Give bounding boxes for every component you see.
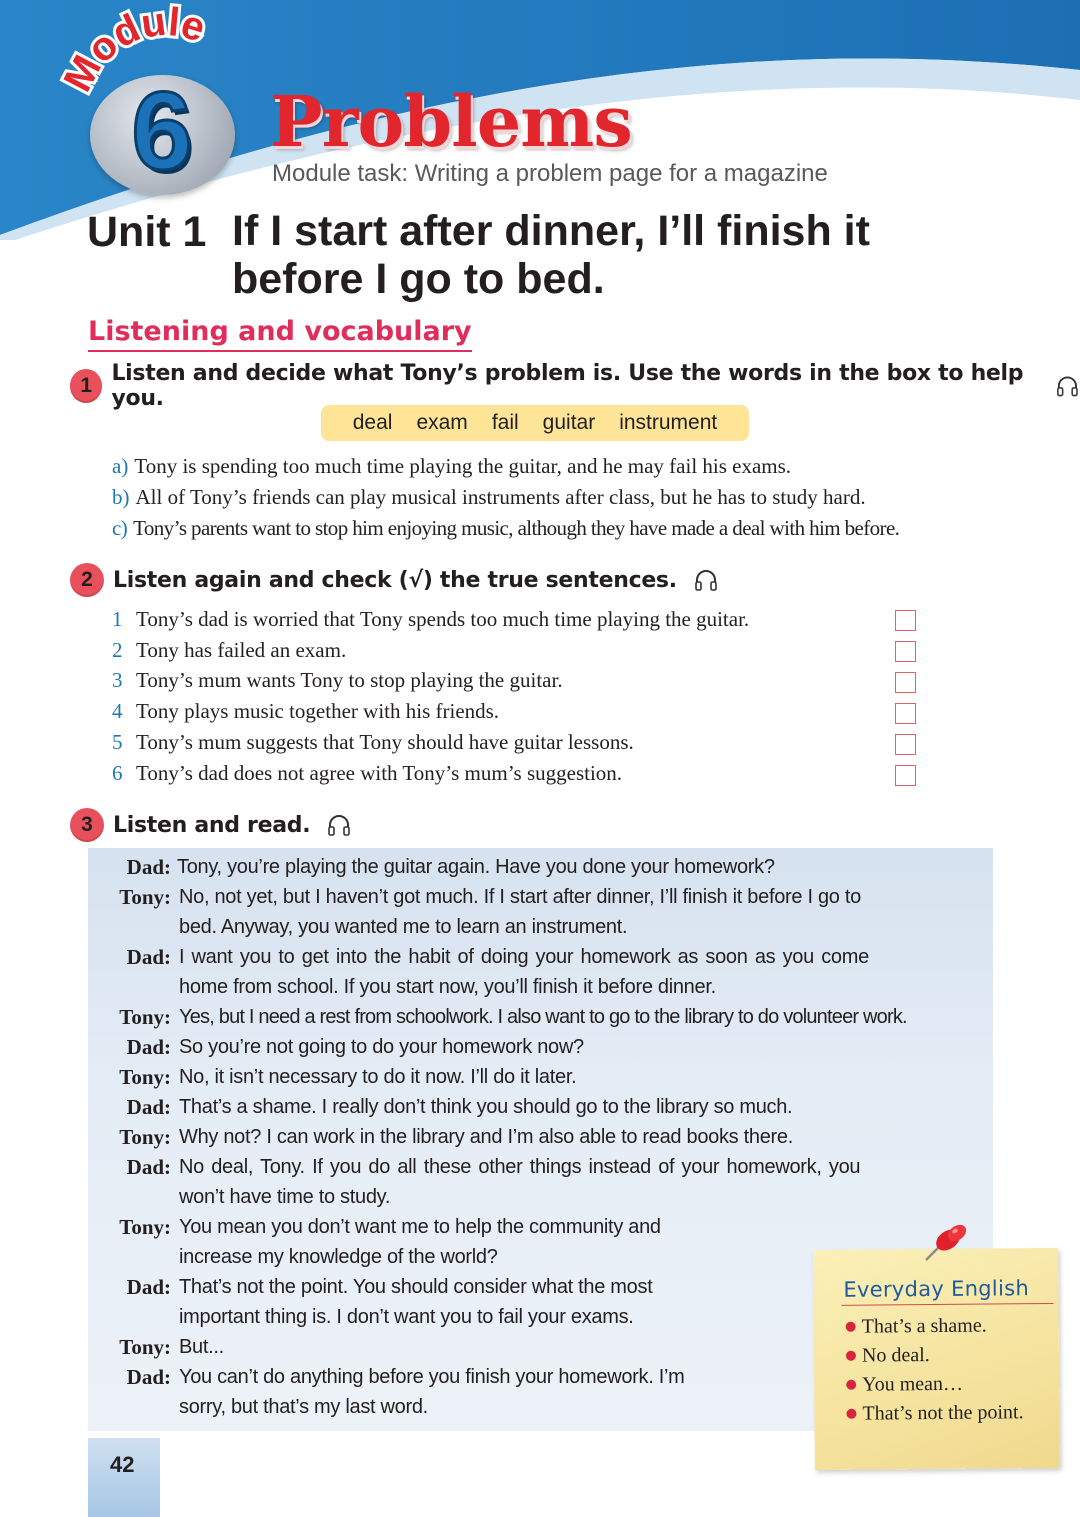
option-letter: a) xyxy=(112,454,129,478)
option-a xyxy=(112,454,791,479)
speaker: Tony: xyxy=(119,1065,171,1089)
unit-title-line2: before I go to bed. xyxy=(232,255,605,303)
note-item: That’s a shame. xyxy=(846,1315,987,1339)
item-text: Tony’s mum wants Tony to stop playing the guitar. xyxy=(136,668,563,692)
line-text: sorry, but that’s my last word. xyxy=(179,1396,428,1418)
item-text: Tony’s mum suggests that Tony should have guitar lessons. xyxy=(136,730,634,754)
check-box[interactable] xyxy=(895,765,916,786)
item-text: Tony has failed an exam. xyxy=(136,638,347,662)
exercise-number: 2 xyxy=(70,563,104,597)
word-box xyxy=(321,405,749,441)
option-text: Tony is spending too much time playing the guitar, and he may fail his exams. xyxy=(134,454,792,478)
exercise-instruction: Listen and decide what Tony’s problem is. Use the words in the box to help you. xyxy=(111,361,1024,411)
speaker: Dad: xyxy=(126,1155,171,1179)
speaker: Tony: xyxy=(119,885,171,909)
unit-title-line1: If I start after dinner, I’ll finish it xyxy=(232,207,870,255)
word-box-item: instrument xyxy=(619,411,718,434)
speaker: Dad: xyxy=(126,1275,171,1299)
speaker: Dad: xyxy=(126,1035,171,1059)
page-number: 42 xyxy=(110,1452,135,1477)
true-false-item xyxy=(112,699,499,724)
unit-label: Unit 1 xyxy=(87,208,207,256)
headphones-icon[interactable] xyxy=(1055,373,1080,399)
option-letter: b) xyxy=(112,485,130,509)
item-number: 6 xyxy=(112,761,123,785)
exercise-1-heading xyxy=(70,361,1080,411)
line-text: increase my knowledge of the world? xyxy=(179,1246,498,1268)
line-text: home from school. If you start now, you’ll finish it before dinner. xyxy=(179,976,716,998)
line-text: You mean you don’t want me to help the community and xyxy=(179,1216,661,1238)
item-text: Tony’s dad does not agree with Tony’s mum’s suggestion. xyxy=(136,761,623,785)
speaker: Dad: xyxy=(126,945,171,969)
item-number: 2 xyxy=(112,638,123,662)
line-text: bed. Anyway, you wanted me to learn an instrument. xyxy=(179,916,628,938)
speaker: Tony: xyxy=(119,1335,171,1359)
everyday-english-note xyxy=(813,1248,1060,1470)
speaker: Dad: xyxy=(126,1365,171,1389)
line-text: You can’t do anything before you finish your homework. I’m xyxy=(179,1366,685,1388)
option-b xyxy=(112,485,866,510)
exercise-number: 3 xyxy=(70,808,104,842)
module-task: Module task: Writing a problem page for a magazine xyxy=(272,160,828,187)
headphones-icon[interactable] xyxy=(693,567,719,593)
line-text: No, not yet, but I haven’t got much. If I start after dinner, I’ll finish it before I go to xyxy=(179,886,861,908)
exercise-2-heading xyxy=(70,563,719,597)
line-text: Tony, you’re playing the guitar again. Have you done your homework? xyxy=(177,856,775,878)
item-number: 3 xyxy=(112,668,123,692)
check-box[interactable] xyxy=(895,672,916,693)
note-divider xyxy=(842,1303,1054,1306)
note-item: That’s not the point. xyxy=(846,1401,1023,1426)
note-title: Everyday English xyxy=(843,1276,1030,1302)
speaker: Dad: xyxy=(126,855,171,879)
line-text: That’s not the point. You should consider what the most xyxy=(179,1276,653,1298)
line-text: Yes, but I need a rest from schoolwork. I also want to go to the library to do volunteer work. xyxy=(179,1006,907,1028)
line-text: No, it isn’t necessary to do it now. I’ll do it later. xyxy=(179,1066,577,1088)
exercise-3-heading xyxy=(70,808,352,842)
section-title: Listening and vocabulary xyxy=(88,314,472,352)
word-box-item: deal xyxy=(352,411,393,434)
speaker: Tony: xyxy=(119,1005,171,1029)
exercise-instruction: Listen again and check (√) the true sentences. xyxy=(113,567,677,593)
word-box-item: fail xyxy=(491,411,519,434)
true-false-item xyxy=(112,668,563,693)
headphones-icon[interactable] xyxy=(326,812,352,838)
line-text: No deal, Tony. If you do all these other things instead of your homework, you xyxy=(179,1156,861,1178)
item-number: 4 xyxy=(112,699,123,723)
option-letter: c) xyxy=(112,516,128,540)
item-number: 1 xyxy=(112,607,123,631)
exercise-number: 1 xyxy=(70,369,102,403)
true-false-item xyxy=(112,607,749,632)
true-false-item xyxy=(112,761,622,786)
option-c xyxy=(112,516,899,541)
check-box[interactable] xyxy=(895,641,916,662)
item-text: Tony plays music together with his friends. xyxy=(136,699,500,723)
option-text: Tony’s parents want to stop him enjoying music, although they have made a deal with him before. xyxy=(133,516,900,540)
line-text: important thing is. I don’t want you to fail your exams. xyxy=(179,1306,634,1328)
true-false-item xyxy=(112,730,634,755)
module-title: Problems xyxy=(270,80,632,163)
note-item: No deal. xyxy=(846,1344,930,1368)
pushpin-icon xyxy=(912,1220,974,1268)
true-false-item xyxy=(112,638,346,663)
item-text: Tony’s dad is worried that Tony spends too much time playing the guitar. xyxy=(136,607,750,631)
check-box[interactable] xyxy=(895,734,916,755)
note-item: You mean… xyxy=(846,1373,963,1397)
speaker: Tony: xyxy=(119,1125,171,1149)
line-text: But... xyxy=(179,1336,224,1358)
line-text: That’s a shame. I really don’t think you should go to the library so much. xyxy=(179,1096,793,1118)
module-number: 6 xyxy=(131,70,193,193)
line-text: I want you to get into the habit of doing your homework as soon as you come xyxy=(179,946,869,968)
item-number: 5 xyxy=(112,730,123,754)
module-word: Module xyxy=(55,0,211,99)
speaker: Tony: xyxy=(119,1215,171,1239)
line-text: So you’re not going to do your homework now? xyxy=(179,1036,584,1058)
line-text: won’t have time to study. xyxy=(179,1186,391,1208)
unit-title xyxy=(232,207,992,303)
check-box[interactable] xyxy=(895,610,916,631)
line-text: Why not? I can work in the library and I’m also able to read books there. xyxy=(179,1126,793,1148)
option-text: All of Tony’s friends can play musical instruments after class, but he has to study hard. xyxy=(135,485,866,509)
exercise-instruction: Listen and read. xyxy=(113,812,311,838)
check-box[interactable] xyxy=(895,703,916,724)
word-box-item: guitar xyxy=(542,411,596,434)
speaker: Dad: xyxy=(126,1095,171,1119)
word-box-item: exam xyxy=(416,411,468,434)
